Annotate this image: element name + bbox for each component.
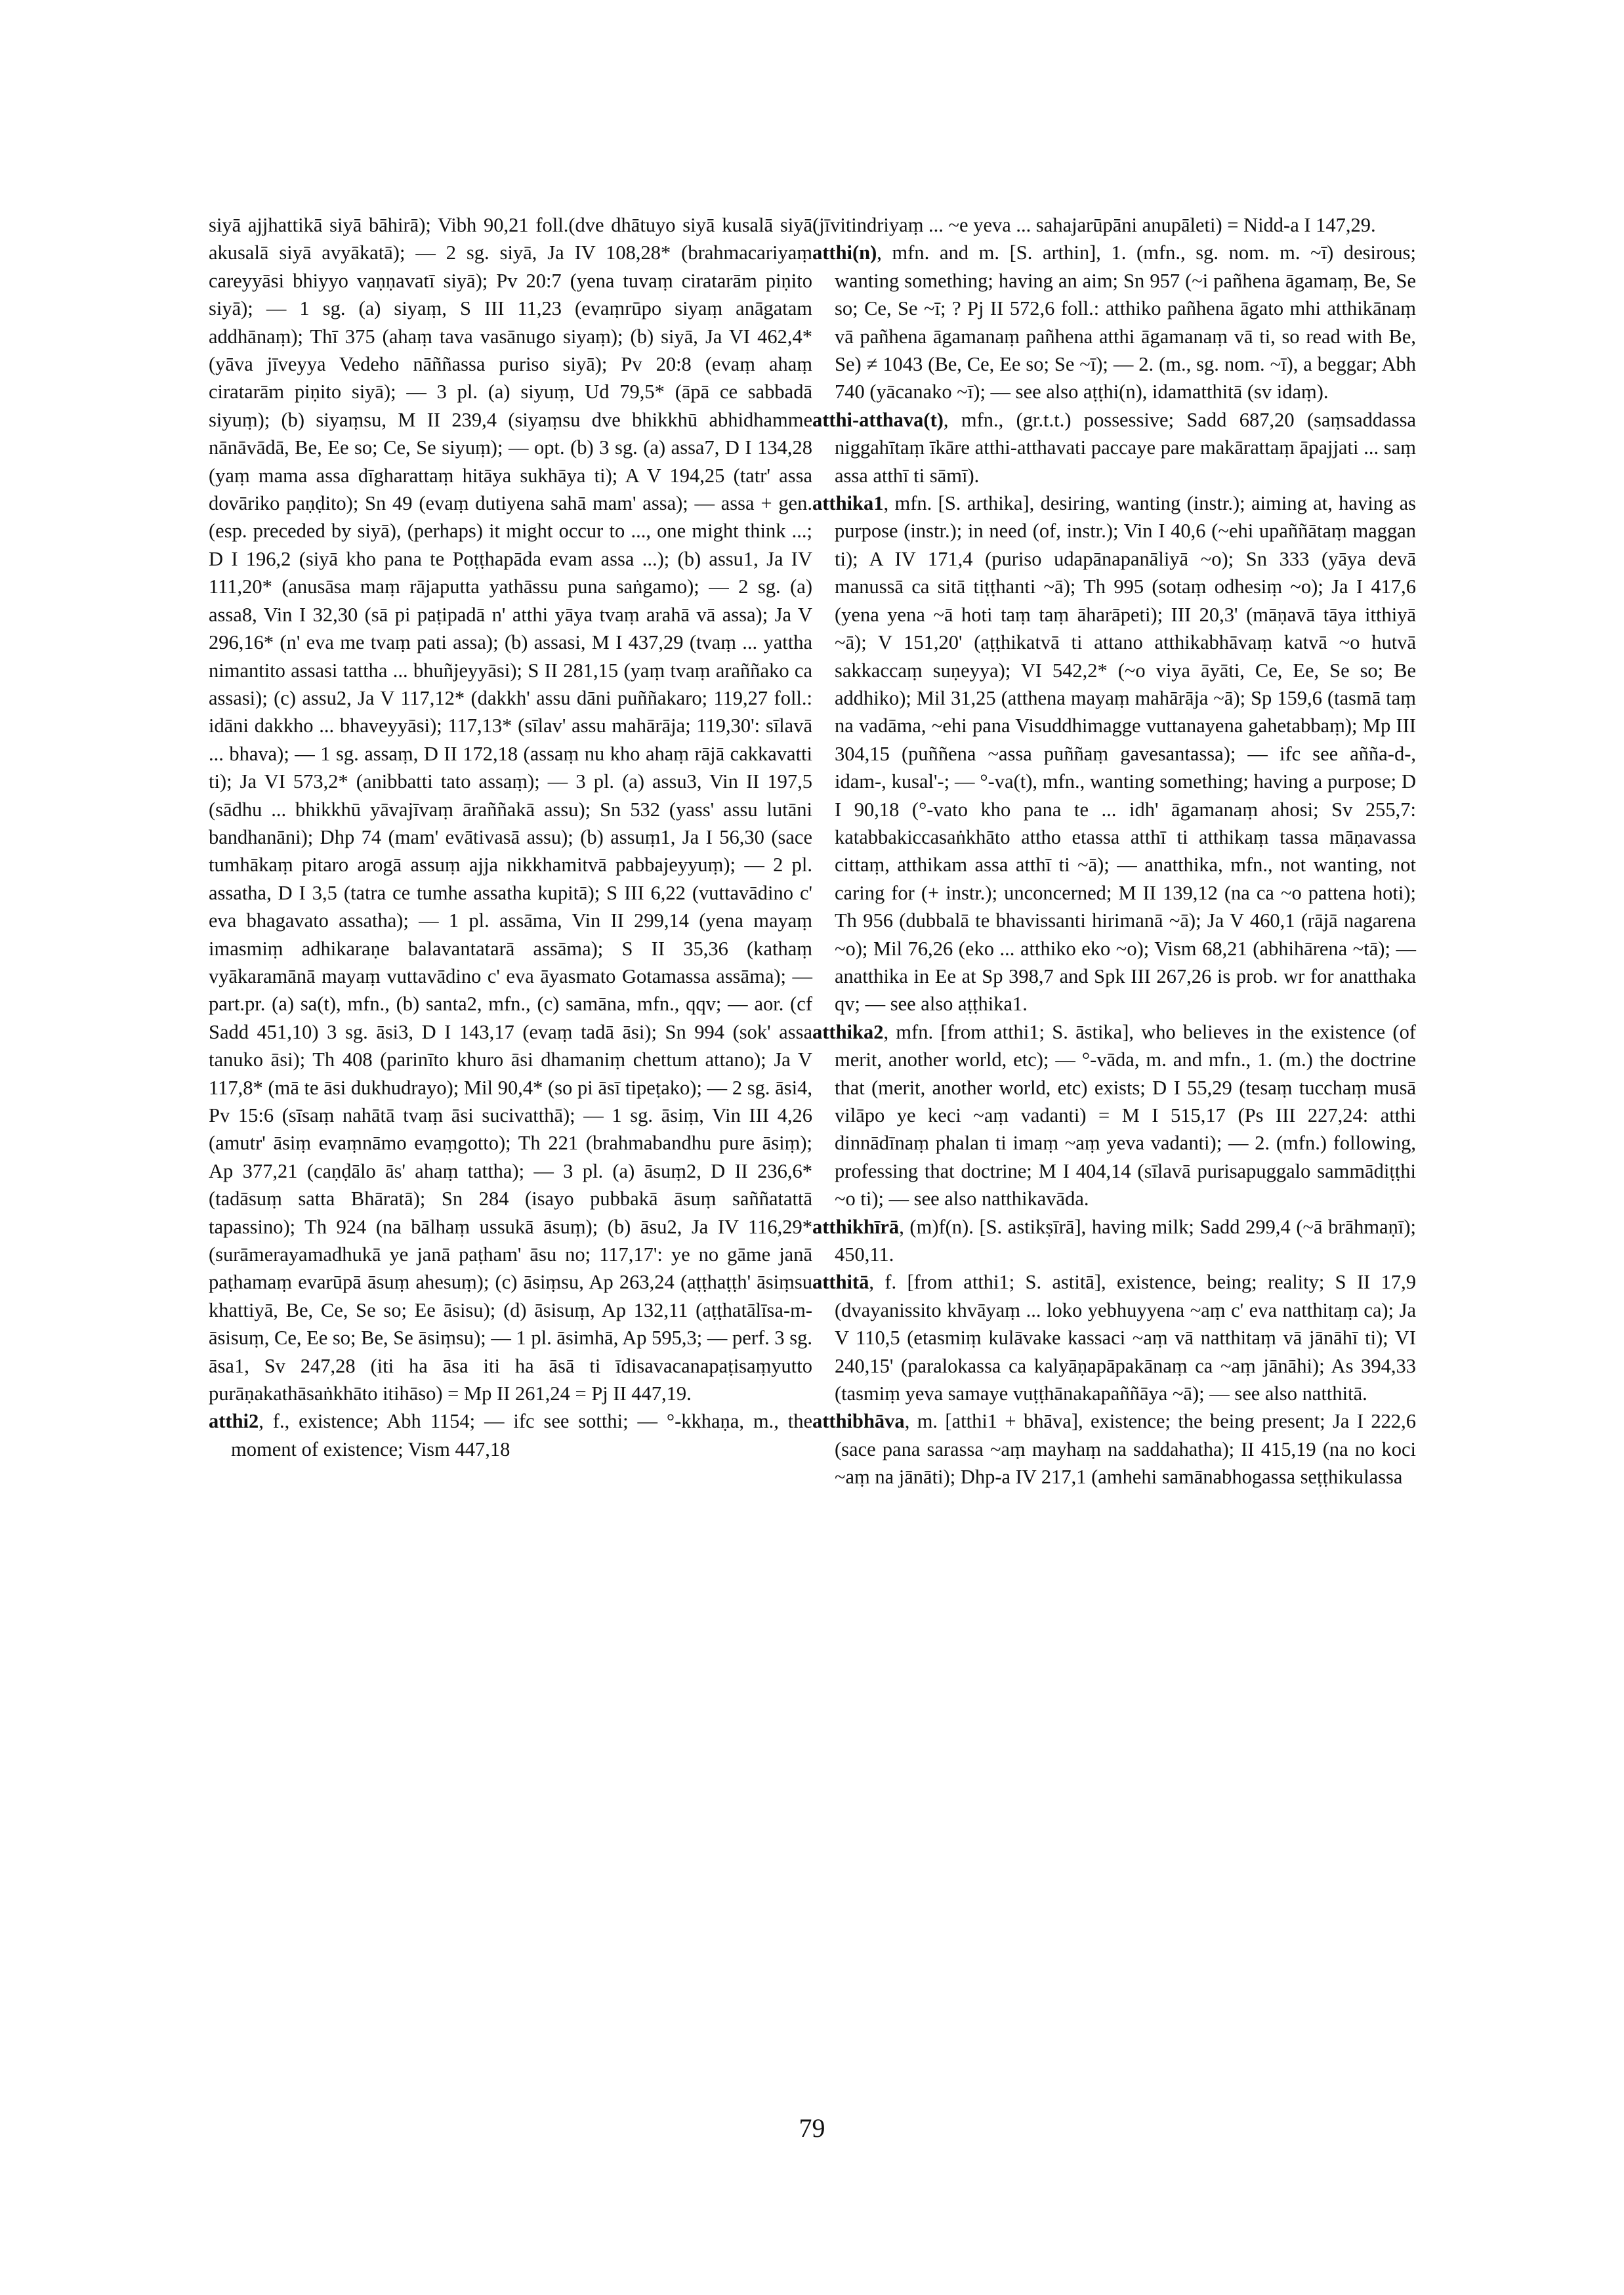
headword-atthibhava: atthibhāva <box>812 1410 905 1433</box>
left-column-continuation: siyā ajjhattikā siyā bāhirā); Vibh 90,21 foll.(dve dhātuyo siyā kusalā siyā akusalā siyā avyākatā); — 2 sg. siyā, Ja IV 108,28* (brahmacariyaṃ careyyāsi bhiyyo vaṇṇavatī siyā); Pv 20:7 (yena tuvaṃ ciratarām piṇito siyā); — 1 sg. (a) siyaṃ, S III 11,23 (evaṃrūpo siyaṃ anāgatam addhānaṃ); Thī 375 (ahaṃ tava vasānugo siyaṃ); (b) siyā, Ja VI 462,4* (yāva jīveyya Vedeho nāññassa puriso siyā); Pv 20:8 (evaṃ ahaṃ ciratarām piṇito siyā); — 3 pl. (a) siyuṃ, Ud 79,5* (āpā ce sabbadā siyuṃ); (b) siyaṃsu, M II 239,4 (siyaṃsu dve bhikkhū abhidhamme nānāvādā, Be, Ee so; Ce, Se siyuṃ); — opt. (b) 3 sg. (a) assa7, D I 134,28 (yaṃ mama assa dīgharattaṃ hitāya sukhāya ti); A V 194,25 (tatr' assa dovāriko paṇḍito); Sn 49 (evaṃ dutiyena sahā mam' assa); — assa + gen. (esp. preceded by siyā), (perhaps) it might occur to ..., one might think ...; D I 196,2 (siyā kho pana te Poṭṭhapāda evam assa ...); (b) assu1, Ja IV 111,20* (anusāsa maṃ rājaputta yathāssu puna saṅgamo); — 2 sg. (a) assa8, Vin I 32,30 (sā pi paṭipadā n' atthi yāya tvaṃ arahā vā assa); Ja V 296,16* (n' eva me tvaṃ pati assa); (b) assasi, M I 437,29 (tvaṃ ... yattha nimantito assasi tattha ... bhuñjeyyāsi); S II 281,15 (yaṃ tvaṃ araññako ca assasi); (c) assu2, Ja V 117,12* (dakkh' assu dāni puññakaro; 119,27 foll.: idāni dakkho ... bhaveyyāsi); 117,13* (sīlav' assu mahārāja; 119,30': sīlavā ... bhava); — 1 sg. assaṃ, D II 172,18 (assaṃ nu kho ahaṃ rājā cakkavatti ti); Ja VI 573,2* (anibbatti tato assaṃ); — 3 pl. (a) assu3, Vin II 197,5 (sādhu ... bhikkhū yāvajīvaṃ āraññakā assu); Sn 532 (yass' assu lutāni bandhanāni); Dhp 74 (mam' evātivasā assu); (b) assuṃ1, Ja I 56,30 (sace tumhākaṃ pitaro arogā assuṃ ajja nikkhamitvā pabbajeyyuṃ); — 2 pl. assatha, D I 3,5 (tatra ce tumhe assatha kupitā); S III 6,22 (vuttavādino c' eva bhagavato assatha); — 1 pl. assāma, Vin II 299,14 (yena mayaṃ imasmiṃ adhikaraṇe balavantatarā assāma); S II 35,36 (kathaṃ vyākaramānā mayaṃ vuttavādino c' eva āyasmato Gotamassa assāma); — part.pr. (a) sa(t), mfn., (b) santa2, mfn., (c) samāna, mfn., qqv; — aor. (cf Sadd 451,10) 3 sg. āsi3, D I 143,17 (evaṃ tadā āsi); Sn 994 (sok' assa tanuko āsi); Th 408 (parinīto khuro āsi dhamaniṃ chettum attano); Ja V 117,8* (mā te āsi dukhudrayo); Mil 90,4* (so pi āsī tipeṭako); — 2 sg. āsi4, Pv 15:6 (sīsaṃ nahātā tvaṃ āsi sucivatthā); — 1 sg. āsiṃ, Vin III 4,26 (amutr' āsiṃ evaṃnāmo evaṃgotto); Th 221 (brahmabandhu pure āsiṃ); Ap 377,21 (caṇḍālo ās' ahaṃ tattha); — 3 pl. (a) āsuṃ2, D II 236,6* (tadāsuṃ satta Bhāratā); Sn 284 (isayo pubbakā āsuṃ saññatattā tapassino); Th 924 (na bālhaṃ ussukā āsuṃ); (b) āsu2, Ja IV 116,29* (surāmerayamadhukā ye janā paṭham' āsu no; 117,17': ye no gāme janā paṭhamaṃ evarūpā āsuṃ ahesuṃ); (c) āsiṃsu, Ap 263,24 (aṭṭhaṭṭh' āsiṃsu khattiyā, Be, Ce, Se so; Ee āsisu); (d) āsisuṃ, Ap 132,11 (aṭṭhatālīsa-m-āsisuṃ, Ce, Ee so; Be, Se āsiṃsu); — 1 pl. āsimhā, Ap 595,3; — perf. 3 sg. āsa1, Sv 247,28 (iti ha āsa iti ha āsā ti īdisavacanapaṭisaṃyutto purāṇakathāsaṅkhāto itihāso) = Mp II 261,24 = Pj II 447,19. <box>209 214 813 1405</box>
entry-atthi-atthavat <box>812 406 1416 489</box>
entry-atthika1-body: , mfn. [S. arthika], desiring, wanting (instr.); aiming at, having as purpose (instr.); in need (of, instr.); Vin I 40,6 (~ehi upaññātaṃ maggan ti); A IV 171,4 (puriso udapānapanāliyā ~o); Sn 333 (yāya devā manussā ca sitā tiṭṭhanti ~ā); Th 995 (sotaṃ odhesiṃ ~o); Ja I 417,6 (yena yena ~ā hoti taṃ taṃ āharāpeti); III 20,3' (māṇavā tāya itthiyā ~ā); V 151,20' (aṭṭhikatvā ti attano atthikabhāvaṃ katvā ~o hutvā sakkaccaṃ suṇeyya); VI 542,2* (~o viya āyāti, Ce, Ee, Se so; Be addhiko); Mil 31,25 (atthena mayaṃ mahārāja ~ā); Sp 159,6 (tasmā taṃ na vadāma, ~ehi pana Visuddhimagge vuttanayena gahetabbaṃ); Mp III 304,15 (puññena ~assa puññaṃ gavesantassa); — ifc see añña-d-, idam-, kusal'-; — °-va(t), mfn., wanting something; having a purpose; D I 90,18 (°-vato kho pana te ... idh' āgamanaṃ ahosi; Sv 255,7: katabbakiccasaṅkhāto attho etassa atthī ti atthikaṃ tassa māṇavassa cittaṃ, atthikam assa atthī ti ~ā); — anatthika, mfn., not wanting, not caring for (+ instr.); unconcerned; M II 139,12 (na ca ~o pattena hoti); Th 956 (dubbalā te bhavissanti hirimanā ~ā); Ja V 460,1 (rājā nagarena ~o); Mil 76,26 (eko ... atthiko eko ~o); Vism 68,21 (abhihārena ~tā); — anatthika in Ee at Sp 398,7 and Spk III 267,26 is prob. wr for anatthaka qv; — see also aṭṭhika1. <box>835 492 1416 1016</box>
entry-atthita-body: , f. [from atthi1; S. astitā], existence, being; reality; S II 17,9 (dvayanissito khvāyaṃ ... loko yebhuyyena ~aṃ c' eva natthitaṃ ca); Ja V 110,5 (etasmiṃ kulāvake kassaci ~aṃ vā natthitaṃ vā jānāhī ti); VI 240,15' (paralokassa ca kalyāṇapāpakānaṃ ca ~aṃ jānāhi); As 394,33 (tasmiṃ yeva samaye vuṭṭhānakapaññāya ~ā); — see also natthitā. <box>835 1271 1416 1405</box>
headword-atthita: atthitā <box>812 1271 869 1294</box>
entry-atthita <box>812 1268 1416 1407</box>
headword-atthi-atthavat: atthi-atthava(t) <box>812 408 944 431</box>
entry-atthi-atthavat-body: , mfn., (gr.t.t.) possessive; Sadd 687,20 (saṃsaddassa niggahītaṃ īkāre atthi-atthavati paccaye pare makārattaṃ āpajjati ... saṃ assa atthī ti sāmī). <box>835 408 1416 487</box>
entry-atthibhava <box>812 1407 1416 1491</box>
entry-atthi2 <box>209 1407 812 1463</box>
entry-atthibhava-body: , m. [atthi1 + bhāva], existence; the being present; Ja I 222,6 (sace pana sarassa ~aṃ mayhaṃ na saddahatha); II 415,19 (na no koci ~aṃ na jānāti); Dhp-a IV 217,1 (amhehi samānabhogassa seṭṭhikulassa <box>835 1410 1416 1489</box>
headword-atthikhira: atthikhīrā <box>812 1215 900 1238</box>
entry-atthikhira-body: , (m)f(n). [S. astikṣīrā], having milk; Sadd 299,4 (~ā brāhmaṇī); 450,11. <box>835 1215 1416 1266</box>
entry-atthin <box>812 239 1416 405</box>
entry-atthin-body: , mfn. and m. [S. arthin], 1. (mfn., sg. nom. m. ~ī) desirous; wanting something; having an aim; Sn 957 (~i pañhena āgamaṃ, Be, Se so; Ce, Se ~ī; ? Pj II 572,6 foll.: atthiko pañhena āgato mhi atthikānaṃ vā pañhena āgamanaṃ pañhena atthi āgamanaṃ vā ti, so read with Be, Se) ≠ 1043 (Be, Ce, Ee so; Se ~ī); — 2. (m., sg. nom. ~ī), a beggar; Abh 740 (yācanako ~ī); — see also aṭṭhi(n), idamatthitā (sv idaṃ). <box>835 241 1416 403</box>
right-column-continuation: (jīvitindriyaṃ ... ~e yeva ... sahajarūpāni anupāleti) = Nidd-a I 147,29. <box>812 214 1376 236</box>
right-column <box>812 211 1416 1491</box>
entry-atthika2-body: , mfn. [from atthi1; S. āstika], who believes in the existence (of merit, another world, etc); — °-vāda, m. and mfn., 1. (m.) the doctrine that (merit, another world, etc) exists; D I 55,29 (tesaṃ tucchaṃ musā vilāpo ye keci ~aṃ vadanti) = M I 515,17 (Ps III 227,24: atthi dinnādīnaṃ phalan ti imaṃ ~aṃ yeva vadanti); — 2. (mfn.) following, professing that doctrine; M I 404,14 (sīlavā purisapuggalo sammādiṭṭhi ~o ti); — see also natthikavāda. <box>835 1020 1416 1210</box>
headword-atthika2: atthika2 <box>812 1020 884 1043</box>
entry-atthika2 <box>812 1018 1416 1213</box>
headword-atthi2: atthi2 <box>209 1410 259 1433</box>
headword-atthin: atthi(n) <box>812 241 877 264</box>
entry-atthika1 <box>812 489 1416 1018</box>
left-column <box>209 211 812 1463</box>
headword-atthika1: atthika1 <box>812 492 884 515</box>
entry-atthi2-body: , f., existence; Abh 1154; — ifc see sotthi; — °-kkhaṇa, m., the moment of existence; Vism 447,18 <box>231 1410 812 1460</box>
entry-atthikhira <box>812 1213 1416 1269</box>
page-number: 79 <box>799 2113 825 2143</box>
